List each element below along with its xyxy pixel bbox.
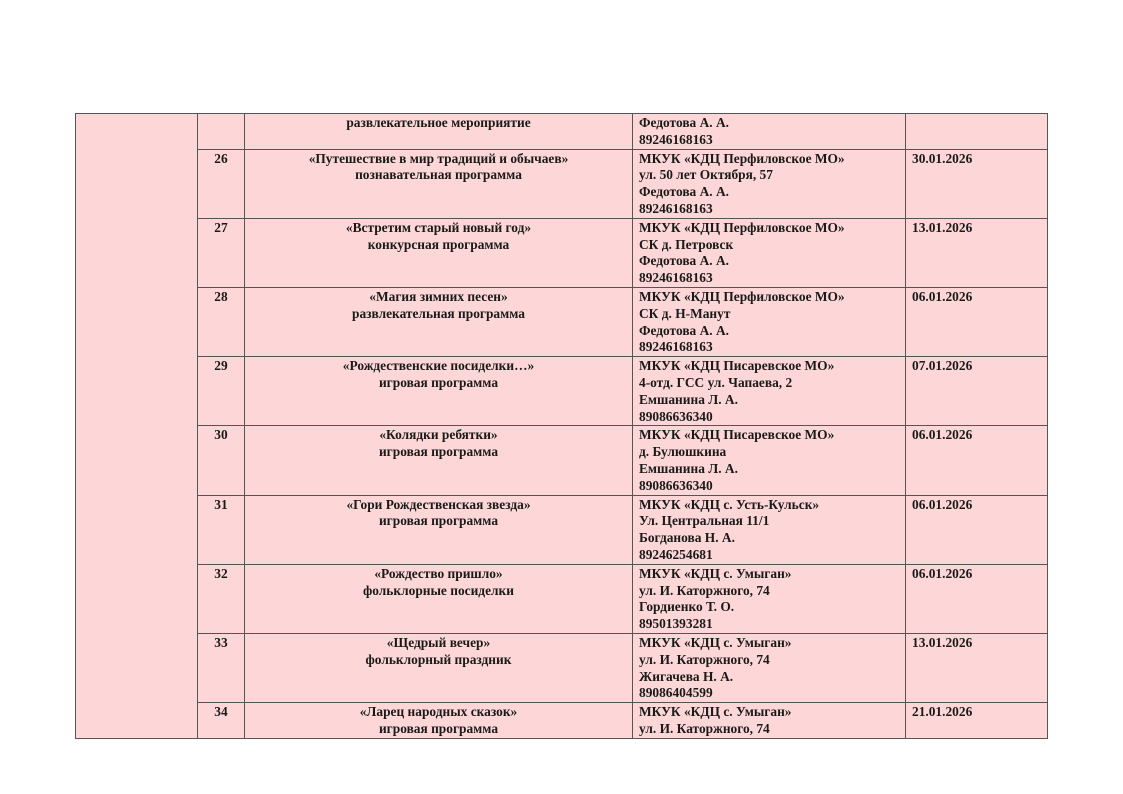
venue-line: Емшанина Л. А. bbox=[639, 460, 738, 476]
date-cell: 06.01.2026 bbox=[906, 564, 1048, 633]
table-row bbox=[76, 149, 1048, 218]
date-cell: 21.01.2026 bbox=[906, 703, 1048, 739]
date-cell: 06.01.2026 bbox=[906, 495, 1048, 564]
date-cell: 06.01.2026 bbox=[906, 426, 1048, 495]
venue-cell bbox=[633, 357, 906, 426]
event-title: «Магия зимних песен» bbox=[369, 288, 508, 304]
venue-line: МКУК «КДЦ Перфиловское МО» bbox=[639, 219, 845, 235]
event-cell bbox=[245, 426, 633, 495]
row-number-cell bbox=[198, 114, 245, 150]
venue-line: 4-отд. ГСС ул. Чапаева, 2 bbox=[639, 374, 793, 390]
event-cell bbox=[245, 149, 633, 218]
table-row bbox=[76, 564, 1048, 633]
venue-line: Гордиенко Т. О. bbox=[639, 599, 735, 615]
table-row-continued bbox=[76, 114, 1048, 150]
event-cell bbox=[245, 218, 633, 287]
event-type: фольклорные посиделки bbox=[363, 582, 514, 598]
row-number-cell: 33 bbox=[198, 633, 245, 702]
venue-line: Федотова А. А. bbox=[639, 322, 729, 338]
venue-line: Богданова Н. А. bbox=[639, 530, 735, 546]
date-cell: 30.01.2026 bbox=[906, 149, 1048, 218]
event-title: «Путешествие в мир традиций и обычаев» bbox=[308, 150, 569, 166]
venue-cell bbox=[633, 564, 906, 633]
event-title: «Колядки ребятки» bbox=[379, 427, 498, 443]
venue-line: 89086404599 bbox=[639, 685, 713, 701]
venue-line: МКУК «КДЦ с. Умыган» bbox=[639, 565, 792, 581]
row-number-cell: 27 bbox=[198, 218, 245, 287]
venue-cell bbox=[633, 218, 906, 287]
venue-line: МКУК «КДЦ Писаревское МО» bbox=[639, 358, 835, 374]
event-type: познавательная программа bbox=[355, 167, 522, 183]
venue-line: д. Булюшкина bbox=[639, 444, 727, 460]
venue-line: 89246254681 bbox=[639, 546, 713, 562]
venue-line: ул. 50 лет Октября, 57 bbox=[639, 167, 773, 183]
row-number-cell: 32 bbox=[198, 564, 245, 633]
event-cell bbox=[245, 564, 633, 633]
date-cell: 13.01.2026 bbox=[906, 633, 1048, 702]
event-type: развлекательная программа bbox=[352, 305, 525, 321]
event-cell bbox=[245, 633, 633, 702]
table-row bbox=[76, 218, 1048, 287]
row-number-cell: 30 bbox=[198, 426, 245, 495]
event-title: «Гори Рождественская звезда» bbox=[346, 496, 531, 512]
row-number-cell: 26 bbox=[198, 149, 245, 218]
table-row bbox=[76, 495, 1048, 564]
venue-line: 89246168163 bbox=[639, 200, 713, 216]
row-number-cell: 34 bbox=[198, 703, 245, 739]
events-table bbox=[75, 113, 1048, 739]
venue-cell bbox=[633, 633, 906, 702]
date-cell: 06.01.2026 bbox=[906, 287, 1048, 356]
venue-cell bbox=[633, 114, 906, 150]
venue-line: СК д. Петровск bbox=[639, 236, 734, 252]
event-title: «Рождество пришло» bbox=[374, 565, 503, 581]
event-type: игровая программа bbox=[378, 444, 499, 460]
venue-line: МКУК «КДЦ с. Усть-Кульск» bbox=[639, 496, 820, 512]
event-line: развлекательное мероприятие bbox=[346, 115, 531, 130]
venue-line: МКУК «КДЦ Писаревское МО» bbox=[639, 427, 835, 443]
venue-line: МКУК «КДЦ с. Умыган» bbox=[639, 634, 792, 650]
row-number-cell: 31 bbox=[198, 495, 245, 564]
venue-line: 89501393281 bbox=[639, 616, 713, 632]
venue-line: Федотова А. А. bbox=[639, 253, 729, 269]
event-cell bbox=[245, 114, 633, 150]
event-type: фольклорный праздник bbox=[365, 651, 512, 667]
venue-line: ул. И. Каторжного, 74 bbox=[639, 651, 770, 667]
merged-blank-cell bbox=[76, 114, 198, 739]
venue-line: МКУК «КДЦ Перфиловское МО» bbox=[639, 288, 845, 304]
date-cell: 13.01.2026 bbox=[906, 218, 1048, 287]
venue-line: МКУК «КДЦ Перфиловское МО» bbox=[639, 150, 845, 166]
event-cell bbox=[245, 703, 633, 739]
event-cell bbox=[245, 287, 633, 356]
event-cell bbox=[245, 357, 633, 426]
venue-line: МКУК «КДЦ с. Умыган» bbox=[639, 704, 792, 720]
venue-line: Ул. Центральная 11/1 bbox=[639, 513, 770, 529]
venue-cell bbox=[633, 495, 906, 564]
venue-line: Жигачева Н. А. bbox=[639, 668, 734, 684]
date-cell: 07.01.2026 bbox=[906, 357, 1048, 426]
table-row bbox=[76, 357, 1048, 426]
event-type: игровая программа bbox=[378, 513, 499, 529]
venue-line: 89086636340 bbox=[639, 408, 713, 424]
venue-line: Емшанина Л. А. bbox=[639, 391, 738, 407]
venue-line: 89246168163 bbox=[639, 131, 713, 147]
row-number-cell: 29 bbox=[198, 357, 245, 426]
date-cell bbox=[906, 114, 1048, 150]
row-number-cell: 28 bbox=[198, 287, 245, 356]
event-type: конкурсная программа bbox=[367, 236, 510, 252]
event-title: «Ларец народных сказок» bbox=[359, 704, 518, 720]
venue-cell bbox=[633, 287, 906, 356]
events-table-body bbox=[76, 114, 1048, 739]
venue-cell bbox=[633, 703, 906, 739]
venue-line: Федотова А. А. bbox=[639, 115, 729, 130]
table-row bbox=[76, 633, 1048, 702]
event-title: «Встретим старый новый год» bbox=[345, 219, 532, 235]
venue-line: 89246168163 bbox=[639, 339, 713, 355]
venue-line: 89246168163 bbox=[639, 270, 713, 286]
event-title: «Щедрый вечер» bbox=[386, 634, 491, 650]
table-row bbox=[76, 703, 1048, 739]
table-row bbox=[76, 287, 1048, 356]
event-type: игровая программа bbox=[378, 720, 499, 736]
venue-line: ул. И. Каторжного, 74 bbox=[639, 720, 770, 736]
venue-line: 89086636340 bbox=[639, 477, 713, 493]
event-type: игровая программа bbox=[378, 374, 499, 390]
venue-cell bbox=[633, 149, 906, 218]
event-cell bbox=[245, 495, 633, 564]
venue-line: СК д. Н-Манут bbox=[639, 305, 731, 321]
venue-line: ул. И. Каторжного, 74 bbox=[639, 582, 770, 598]
table-row bbox=[76, 426, 1048, 495]
event-title: «Рождественские посиделки…» bbox=[342, 358, 535, 374]
venue-line: Федотова А. А. bbox=[639, 184, 729, 200]
venue-cell bbox=[633, 426, 906, 495]
